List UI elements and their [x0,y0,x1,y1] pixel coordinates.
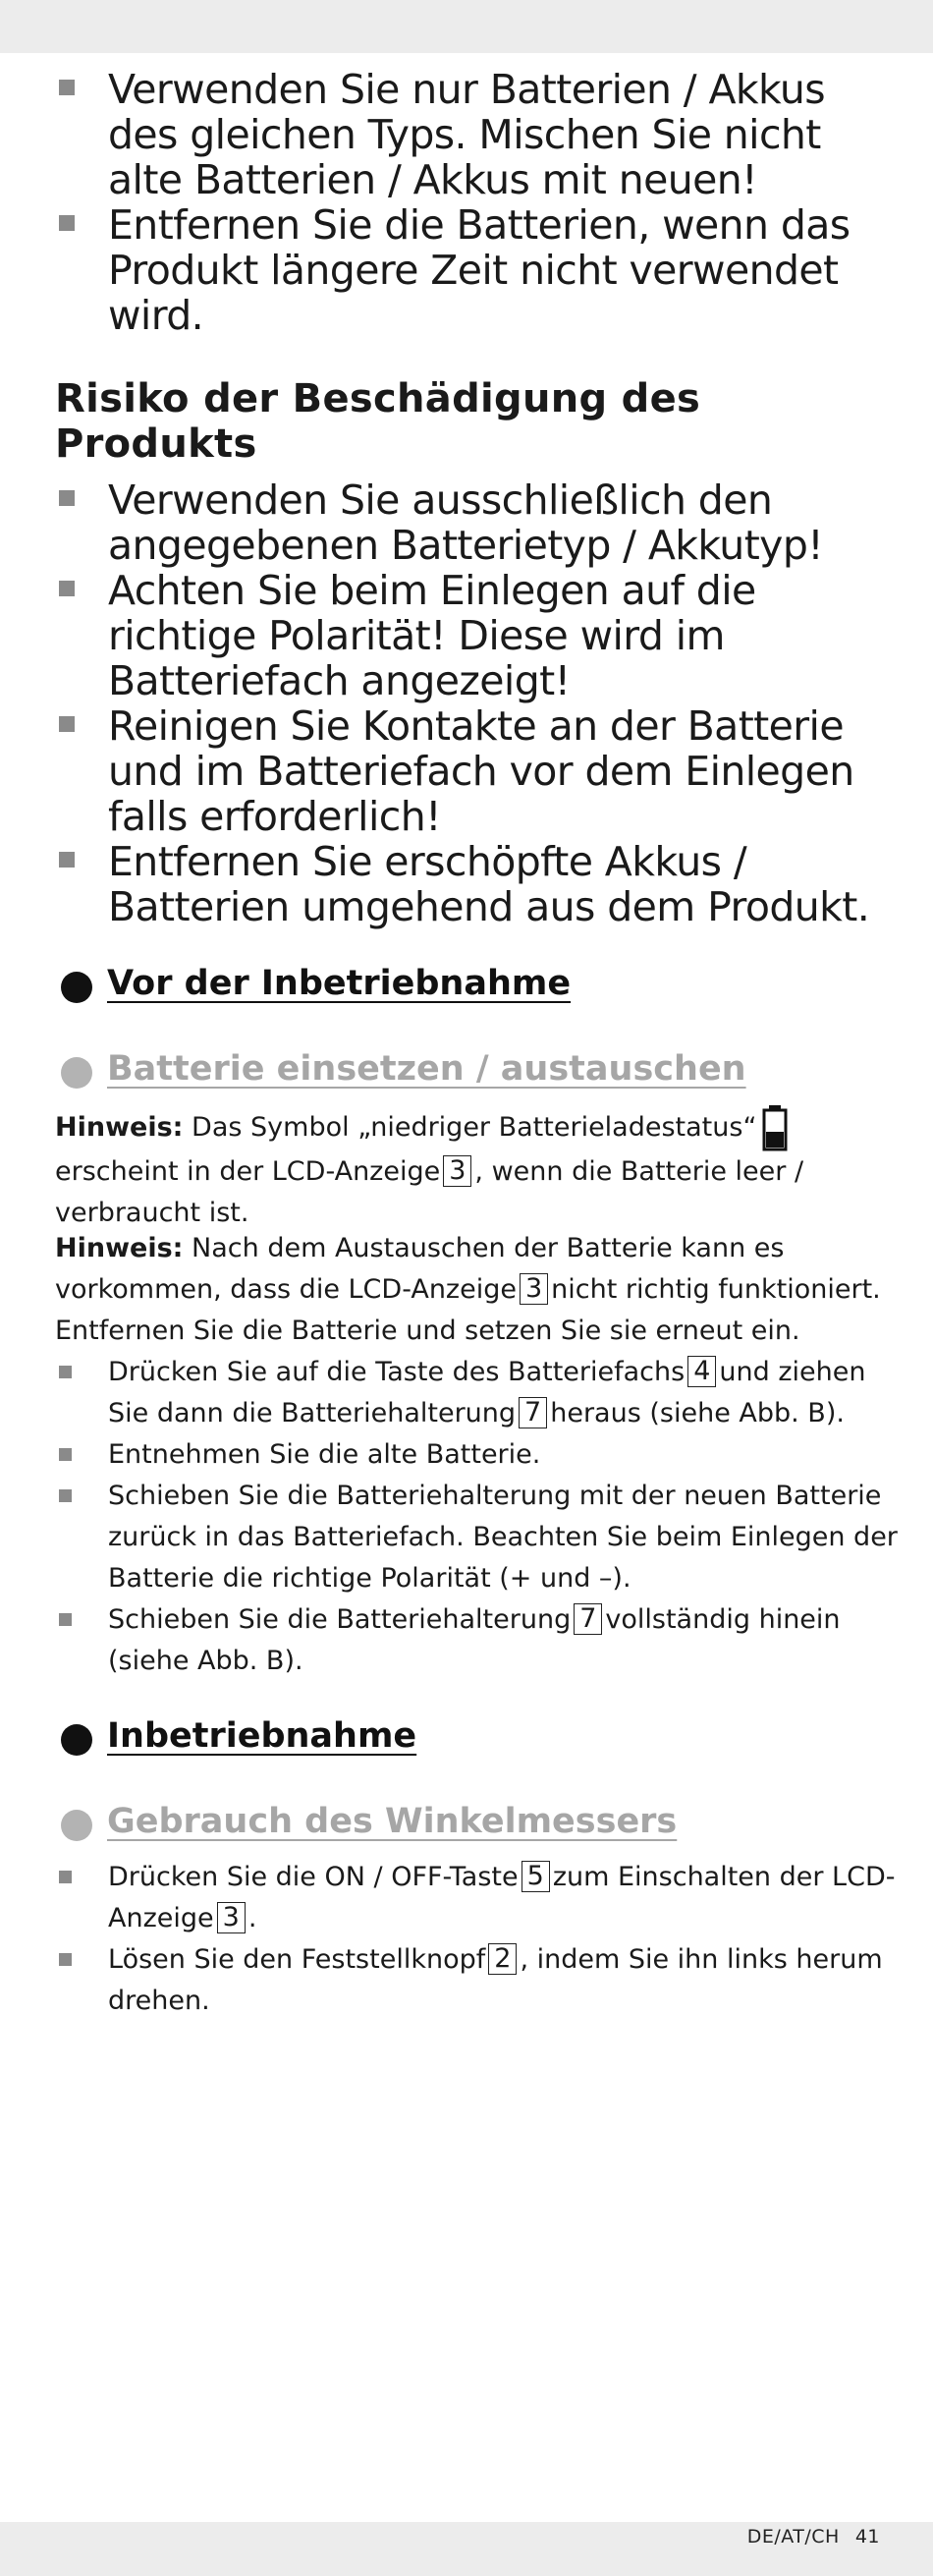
list-item: Schieben Sie die Batteriehalterung 7 vollständig hinein (siehe Abb. B). [55,1599,900,1682]
footer-region: DE/AT/CH [746,2526,840,2548]
list-item: Drücken Sie die ON / OFF-Taste 5 zum Einschalten der LCD-Anzeige 3 . [55,1857,900,1939]
square-bullet-icon [59,581,75,596]
circle-bullet-icon [61,1057,92,1089]
circle-bullet-icon [61,1810,92,1841]
battery-warning-list [55,67,900,338]
battery-steps-list [55,1352,900,1682]
list-item: Lösen Sie den Feststellknopf 2 , indem Sie ihn links herum drehen. [55,1939,900,2022]
hint-label: Hinweis: [55,1233,184,1263]
square-bullet-icon [59,1953,72,1966]
ref-number: 7 [574,1603,602,1635]
page-footer [747,2526,880,2548]
square-bullet-icon [59,716,75,732]
top-band [0,0,933,53]
section-title: Vor der Inbetriebnahme [107,964,572,1003]
usage-steps-list [55,1857,900,2022]
risk-list [55,477,900,929]
ref-number: 4 [687,1356,716,1387]
section-title: Inbetriebnahme [107,1716,417,1756]
square-bullet-icon [59,1613,72,1626]
list-item: Verwenden Sie ausschließlich den angegebenen Batterietyp / Akkutyp! [55,477,900,568]
ref-number: 3 [217,1902,246,1933]
list-item: Entnehmen Sie die alte Batterie. [55,1434,900,1476]
page-number: 41 [854,2526,880,2548]
square-bullet-icon [59,80,75,95]
ref-number: 7 [519,1397,547,1428]
low-battery-icon [762,1104,788,1151]
square-bullet-icon [59,1871,72,1883]
circle-bullet-icon [61,1724,92,1756]
square-bullet-icon [59,1366,72,1378]
list-item: Verwenden Sie nur Batterien / Akkus des gleichen Typs. Mischen Sie nicht alte Batterien / Akkus mit neuen! [55,67,900,202]
section-title: Batterie einsetzen / austauschen [107,1049,746,1089]
list-item: Schieben Sie die Batteriehalterung mit der neuen Batterie zurück in das Batteriefach. Beachten Sie beim Einlegen der Batterie die richtige Polarität (+ und –). [55,1476,900,1599]
risk-heading: Risiko der Beschädigung des Produkts [55,376,701,467]
square-bullet-icon [59,852,75,868]
list-item: Reinigen Sie Kontakte an der Batterie und im Batteriefach vor dem Einlegen falls erforderlich! [55,703,900,839]
square-bullet-icon [59,215,75,231]
list-item: Drücken Sie auf die Taste des Batteriefachs 4 und ziehen Sie dann die Batteriehalterung 7 heraus (siehe Abb. B). [55,1352,900,1434]
square-bullet-icon [59,490,75,506]
list-item: Entfernen Sie erschöpfte Akkus / Batterien umgehend aus dem Produkt. [55,839,900,929]
list-item: Entfernen Sie die Batterien, wenn das Produkt längere Zeit nicht verwendet wird. [55,202,900,338]
ref-number: 2 [488,1943,517,1975]
hint-display-reset: Hinweis: Nach dem Austauschen der Batterie kann es vorkommen, dass die LCD-Anzeige 3 nicht richtig funktioniert. Entfernen Sie die Batterie und setzen Sie sie erneut ein. [55,1233,881,1346]
section-title: Gebrauch des Winkelmessers [107,1802,678,1841]
square-bullet-icon [59,1448,72,1461]
circle-bullet-icon [61,972,92,1003]
list-item: Achten Sie beim Einlegen auf die richtige Polarität! Diese wird im Batteriefach angezeigt! [55,568,900,703]
ref-number: 5 [521,1861,550,1892]
ref-number: 3 [443,1155,471,1187]
hint-low-battery: Hinweis: Das Symbol „niedriger Batterieladestatus“ erscheint in der LCD-Anzeige 3 , wenn die Batterie leer / verbraucht ist. [55,1104,900,1234]
hint-label: Hinweis: [55,1112,184,1143]
square-bullet-icon [59,1489,72,1502]
ref-number: 3 [520,1273,548,1305]
